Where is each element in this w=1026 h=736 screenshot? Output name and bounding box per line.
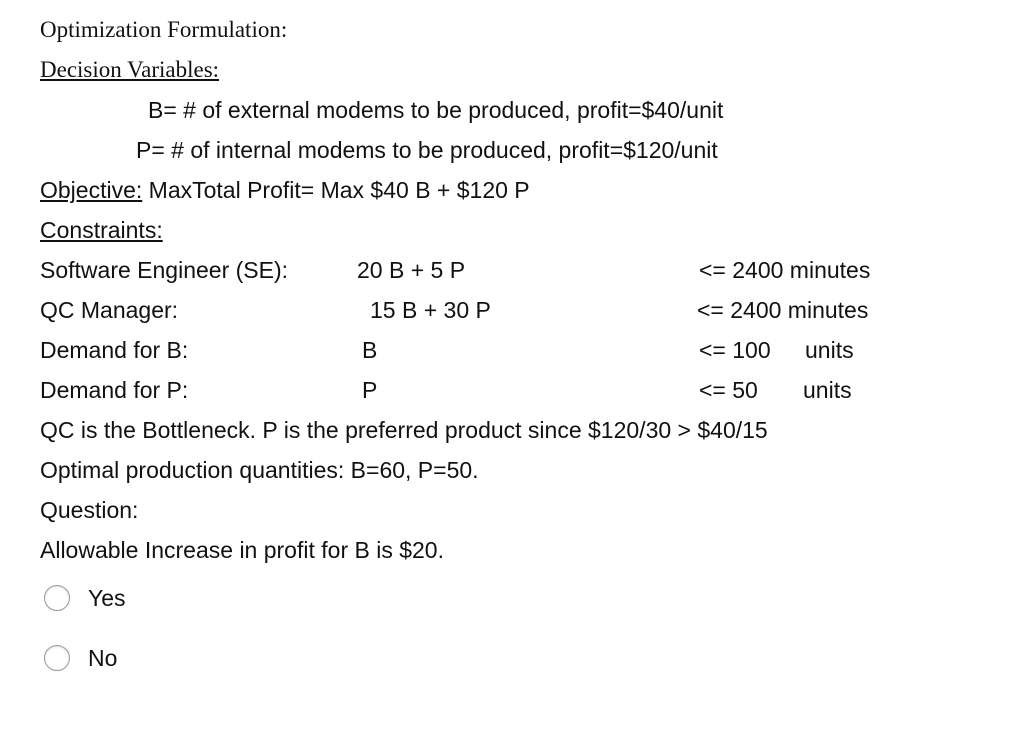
constraint-demand-b-expr: B [362, 337, 378, 363]
constraint-demand-b-bound: <= 100 [699, 337, 771, 363]
objective-label: Objective: [40, 177, 143, 203]
constraint-demand-b-name: Demand for B: [40, 337, 189, 363]
question-text: Allowable Increase in profit for B is $20. [40, 537, 444, 563]
constraint-se-bound: <= 2400 minutes [699, 257, 871, 283]
objective-text: MaxTotal Profit= Max $40 B + $120 P [142, 177, 530, 203]
option-yes-label: Yes [88, 585, 126, 611]
constraints-heading: Constraints: [40, 217, 163, 243]
option-no-label: No [88, 645, 118, 671]
constraint-qc-name: QC Manager: [40, 297, 179, 323]
constraint-demand-p-unit: units [803, 377, 852, 403]
constraint-qc-expr: 15 B + 30 P [370, 297, 491, 323]
radio-yes[interactable] [44, 585, 70, 611]
radio-no[interactable] [44, 645, 70, 671]
page-title: Optimization Formulation: [40, 17, 288, 42]
decision-variables-heading: Decision Variables: [40, 57, 220, 82]
constraint-demand-p-name: Demand for P: [40, 377, 189, 403]
constraint-se-expr: 20 B + 5 P [357, 257, 466, 283]
decision-variable-b: B= # of external modems to be produced, profit=$40/unit [148, 97, 724, 123]
option-no[interactable] [44, 644, 117, 672]
constraint-demand-p-expr: P [362, 377, 378, 403]
constraint-demand-p-bound: <= 50 [699, 377, 758, 403]
optimal-note: Optimal production quantities: B=60, P=50. [40, 457, 479, 483]
constraint-se-name: Software Engineer (SE): [40, 257, 289, 283]
objective-line [40, 176, 530, 204]
constraint-qc-bound: <= 2400 minutes [697, 297, 869, 323]
bottleneck-note: QC is the Bottleneck. P is the preferred product since $120/30 > $40/15 [40, 417, 768, 443]
constraint-demand-b-unit: units [805, 337, 854, 363]
option-yes[interactable] [44, 584, 126, 612]
question-label: Question: [40, 497, 139, 523]
decision-variable-p: P= # of internal modems to be produced, profit=$120/unit [136, 137, 718, 163]
